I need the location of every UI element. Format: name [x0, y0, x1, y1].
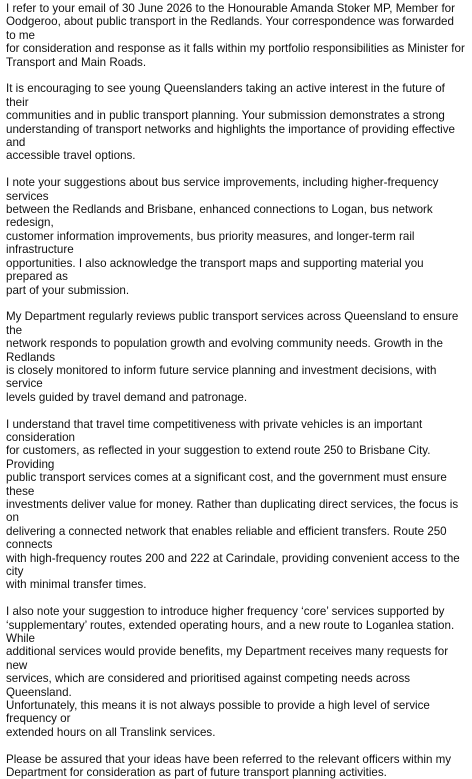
paragraph-department-reviews: My Department regularly reviews public transport services across Queensland to ensure the network responds to population growth and evolving community needs. Growth in the Redlands is closely monitored to inform future service planning and investment decisions, with service levels guided by travel demand and patronage. — [6, 310, 459, 404]
paragraph-encouragement: It is encouraging to see young Queenslanders taking an active interest in the future of their communities and in public transport planning. Your submission demonstrates a strong understanding of transport networks and highlights the importance of providing effective and accessible travel options. — [6, 82, 455, 163]
paragraph-closing: Please be assured that your ideas have been referred to the relevant officers within my Department for consideration as part of future transport planning activities. — [6, 752, 452, 779]
paragraph-acknowledgement: I refer to your email of 30 June 2026 to the Honourable Amanda Stoker MP, Member for Oodgeroo, about public transport in the Redlands. Your correspondence was forwarded to me for consideration and response as it falls within my portfolio responsibilities as Minister for Transport and Main Roads. — [6, 2, 465, 69]
paragraph-core-services: I also note your suggestion to introduce higher frequency ‘core’ services supported by ‘supplementary’ routes, extended operating hours, and a new route to Loganlea station. While additional services would provide benefits, my Department receives many requests for new services, which are considered and prioritised against competing needs across Queensland. Unfortunately, this means it is not always possible to provide a high level of service frequency or extended hours on all Translink services. — [6, 605, 455, 739]
paragraph-suggestions: I note your suggestions about bus service improvements, including higher-frequency services between the Redlands and Brisbane, enhanced connections to Logan, bus network redesign, customer information improvements, bus priority measures, and longer-term rail infrastructure opportunities. I also acknowledge the transport maps and supporting material you prepared as part of your submission. — [6, 176, 439, 297]
paragraph-route-250: I understand that travel time competitiveness with private vehicles is an important consideration for customers, as reflected in your suggestion to extend route 250 to Brisbane City. Providing public transport services comes at a significant cost, and the government must ensure these investments deliver value for money. Rather than duplicating direct services, the focus is on delivering a connected network that enables reliable and efficient transfers. Route 250 connects with high-frequency routes 200 and 222 at Carindale, providing convenient access to the city with minimal transfer times. — [6, 417, 460, 592]
